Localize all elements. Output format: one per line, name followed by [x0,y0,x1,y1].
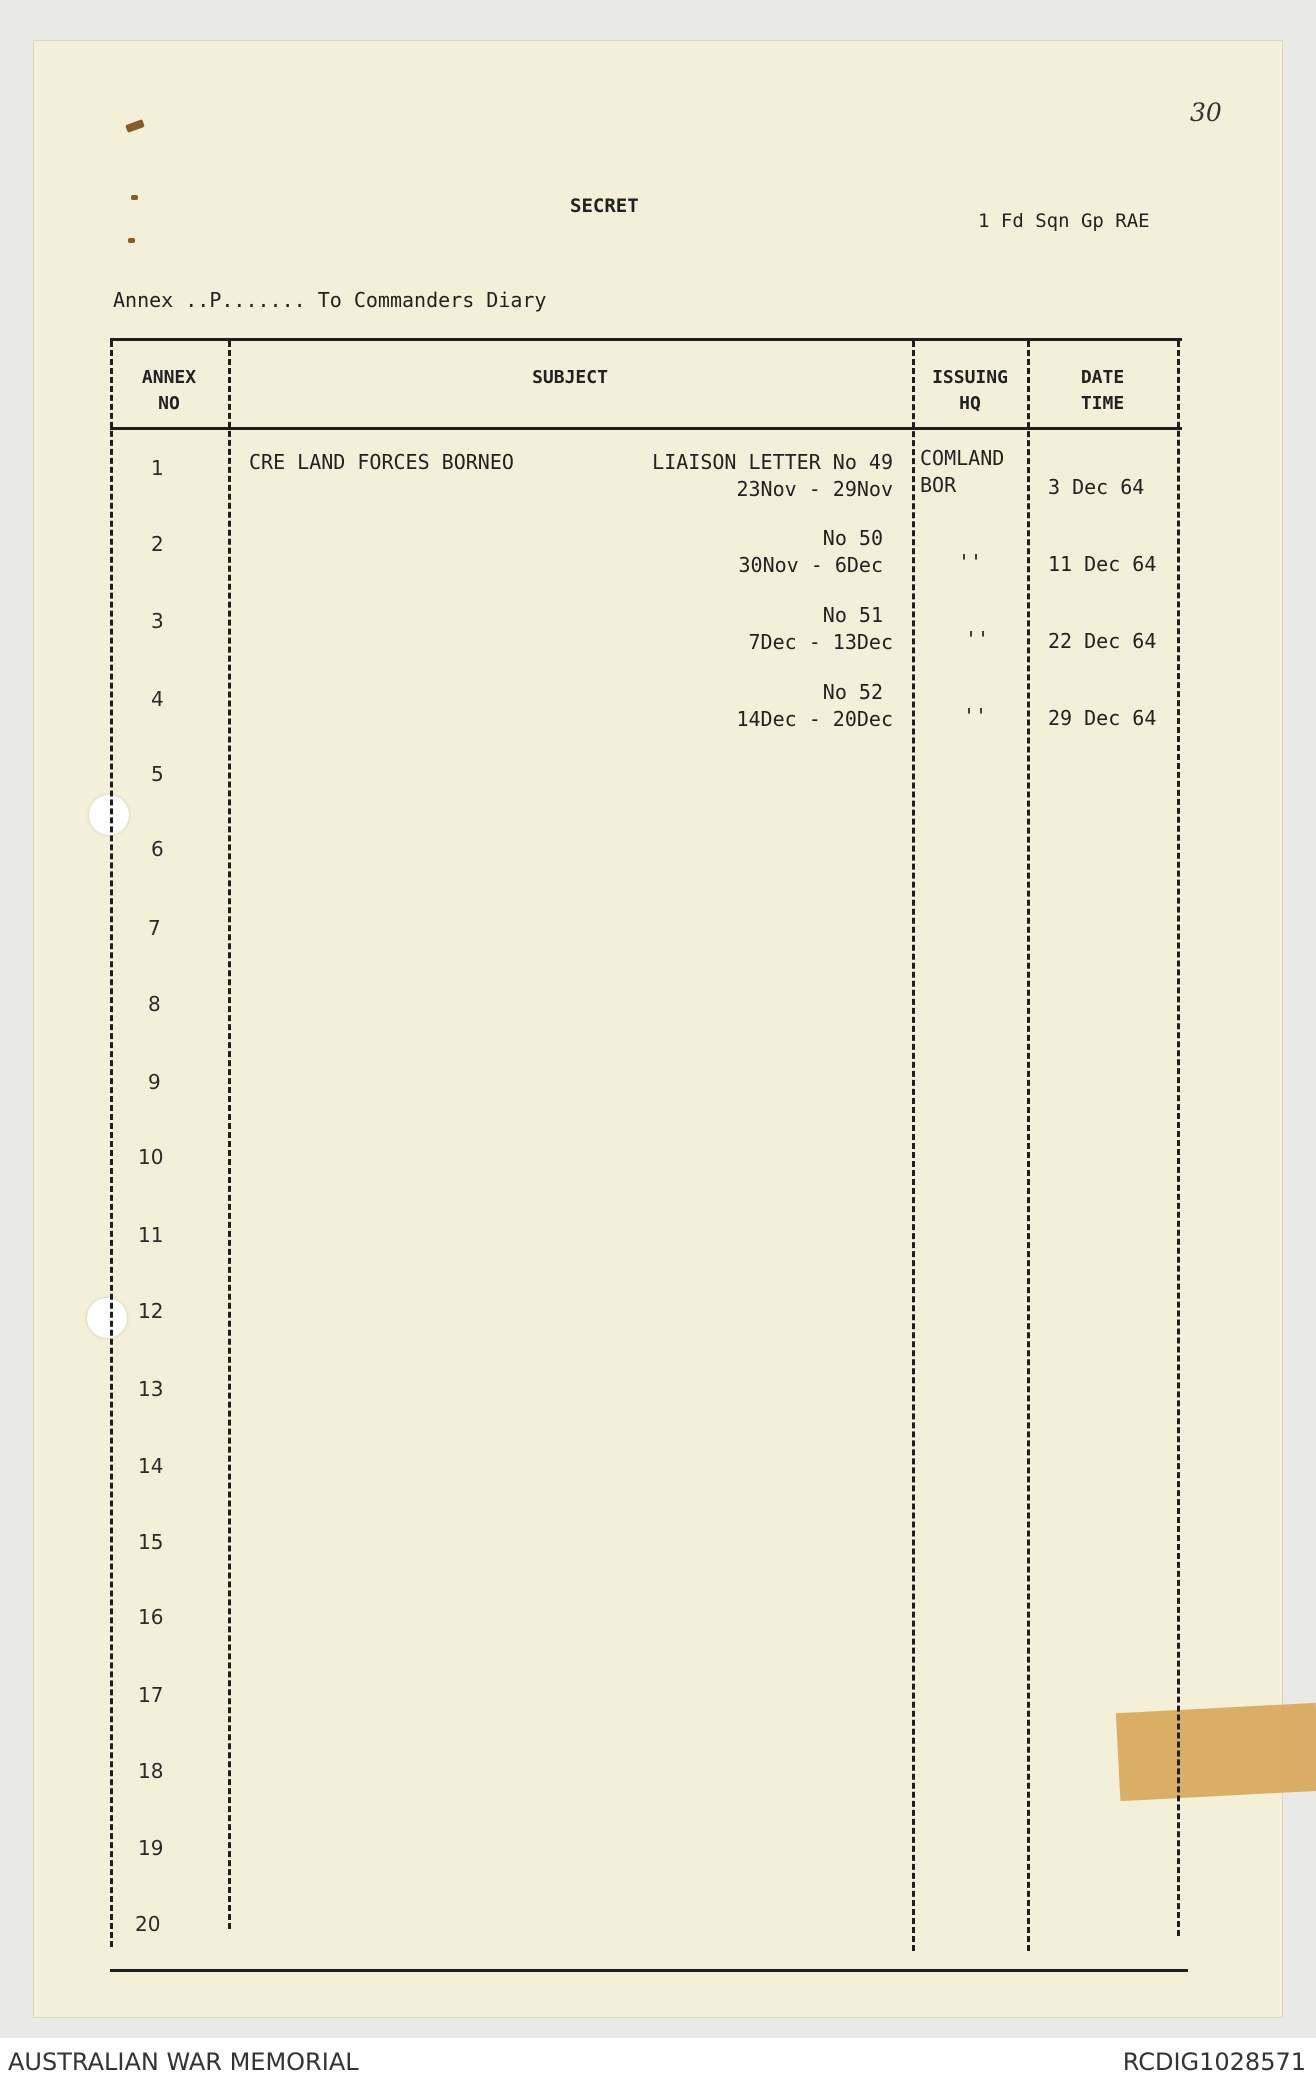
annex-number: 1 [151,456,164,480]
classification-top: SECRET [570,195,639,217]
header-divider [110,427,1182,430]
annex-number: 2 [151,532,164,556]
annex-number: 9 [148,1070,161,1094]
staple-mark [128,238,135,243]
annex-number: 16 [138,1605,164,1629]
annex-table [110,338,1182,1947]
page-number: 30 [1190,98,1222,127]
subject-reference: No 51 [822,603,883,627]
annex-number: 5 [151,762,164,786]
column-divider [912,341,915,1951]
column-divider [228,341,231,1929]
annex-number: 15 [138,1530,164,1554]
annex-number: 11 [138,1223,164,1247]
table-border-right [1177,341,1180,1936]
column-divider [1027,341,1030,1951]
subject-reference: LIAISON LETTER No 49 [652,450,893,474]
annex-number: 4 [151,687,164,711]
ditto-mark: '' [963,704,988,728]
annex-number: 13 [138,1377,164,1401]
header-issuing-hq: ISSUING HQ [932,367,1008,414]
rust-stain [125,119,145,133]
annex-number: 20 [135,1912,161,1936]
staple-mark [131,195,138,200]
subject-period: 23Nov - 29Nov [736,477,893,501]
date-time: 22 Dec 64 [1048,629,1157,653]
table-border-bottom [110,1969,1188,1972]
annex-number: 3 [151,609,164,633]
annex-number: 14 [138,1454,164,1478]
archive-id: RCDIG1028571 [1122,2048,1306,2076]
annex-number: 17 [138,1683,164,1707]
annex-number: 19 [138,1836,164,1860]
annex-number: 6 [151,837,164,861]
date-time: 11 Dec 64 [1048,552,1157,576]
subject-period: 30Nov - 6Dec [738,553,883,577]
annex-number: 7 [148,916,161,940]
table-border-left [110,341,113,1947]
subject-reference: No 50 [822,526,883,550]
annex-number: 8 [148,992,161,1016]
subject-reference: No 52 [822,680,883,704]
header-date-time: DATE TIME [1080,367,1125,414]
annex-number: 10 [138,1145,164,1169]
date-time: 3 Dec 64 [1048,475,1145,499]
issuing-hq: COMLAND BOR [920,446,1005,497]
unit-name: 1 Fd Sqn Gp RAE [978,210,1150,232]
header-subject: SUBJECT [532,367,608,388]
subject-title: CRE LAND FORCES BORNEO [249,450,514,474]
annex-number: 18 [138,1759,164,1783]
annex-title: Annex ..P....... To Commanders Diary [113,288,547,312]
header-annex-no: ANNEX NO [141,367,197,414]
ditto-mark: '' [958,550,983,574]
date-time: 29 Dec 64 [1048,706,1157,730]
archive-name: AUSTRALIAN WAR MEMORIAL [8,2048,359,2076]
subject-period: 14Dec - 20Dec [736,707,893,731]
ditto-mark: '' [965,627,990,651]
subject-period: 7Dec - 13Dec [748,630,893,654]
archive-footer [0,2038,1316,2082]
annex-number: 12 [138,1299,164,1323]
